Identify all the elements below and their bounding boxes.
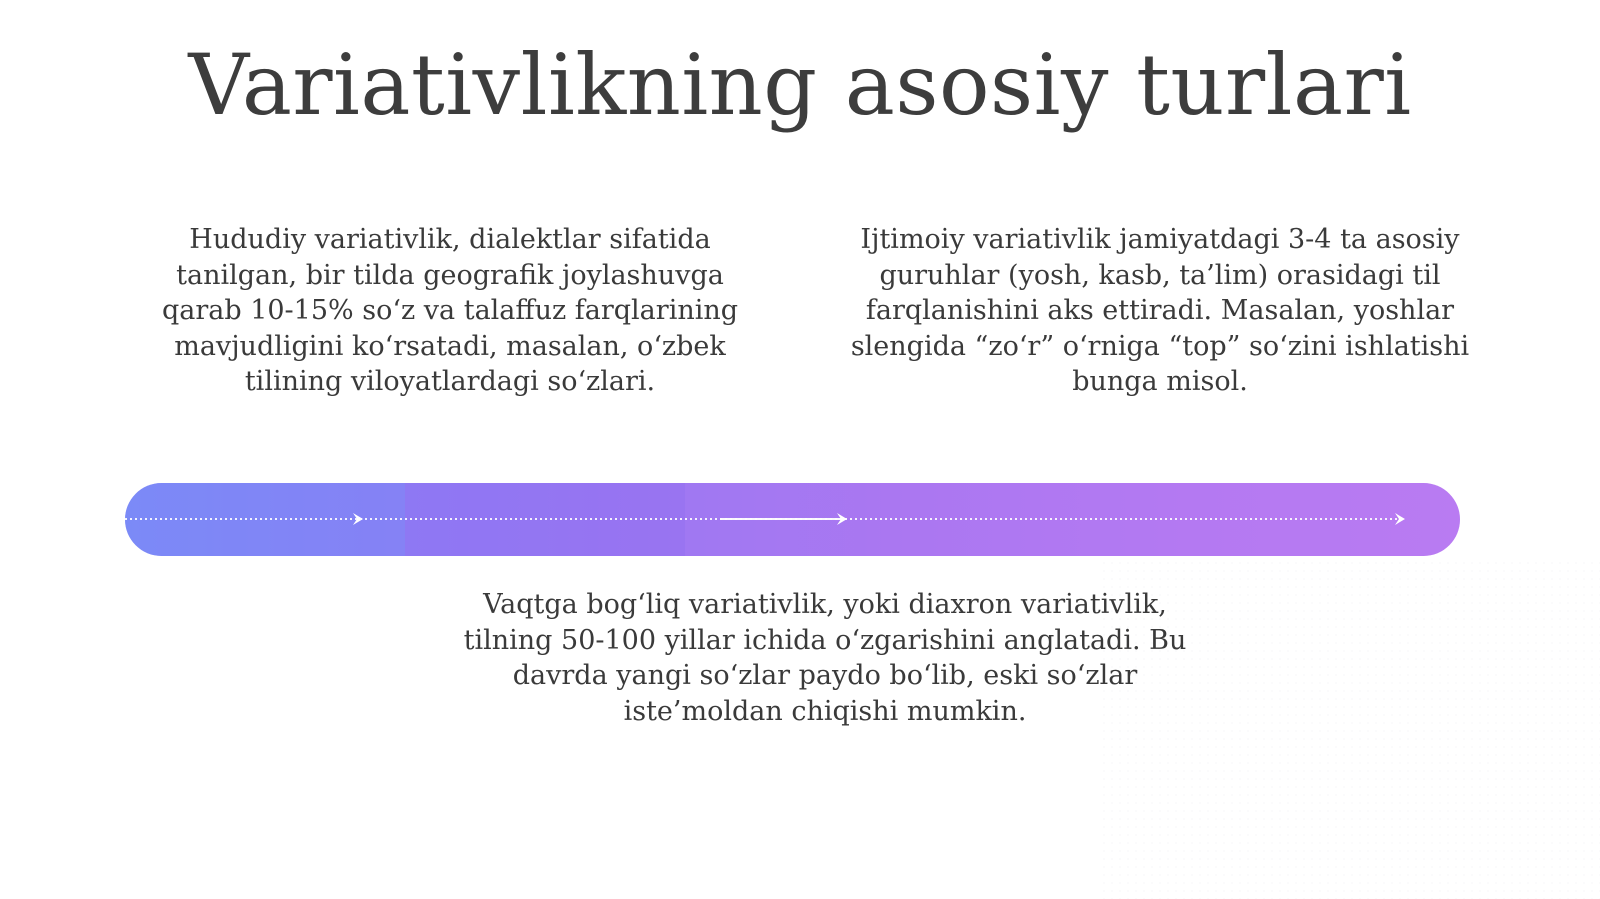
slide-title: Variativlikning asosiy turlari <box>188 36 1412 134</box>
timeline-bar <box>125 483 1460 556</box>
regional-variation-text: Hududiy variativlik, dialektlar sifatida tanilgan, bir tilda geografik joylashuvga qarab 10-15% so‘z va talaffuz farqlarining mavjudligini ko‘rsatadi, masalan, o‘zbek tilining viloyatlardagi so‘zlari. <box>161 224 739 397</box>
temporal-variation-text: Vaqtga bog‘liq variativlik, yoki diaxron variativlik, tilning 50-100 yillar ichida o‘zgarishini anglatadi. Bu davrda yangi so‘zlar paydo bo‘lib, eski so‘zlar iste’moldan chiqishi mumkin. <box>463 589 1187 727</box>
social-variation-text: Ijtimoiy variativlik jamiyatdagi 3-4 ta asosiy guruhlar (yosh, kasb, ta’lim) orasidagi til farqlanishini aks ettiradi. Masalan, yoshlar slengida “zo‘r” o‘rniga “top” so‘zini ishlatishi bunga misol. <box>850 224 1470 397</box>
arrow-head-icon <box>353 513 363 525</box>
timeline-arrows <box>125 483 1460 556</box>
